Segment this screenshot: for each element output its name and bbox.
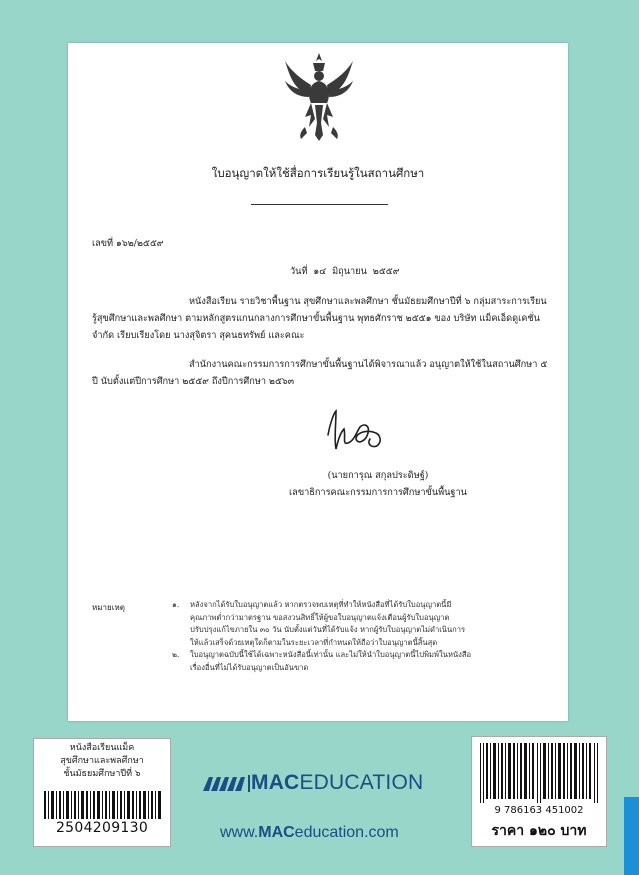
isbn-price-label (471, 736, 607, 847)
publisher-name-bold: MAC (251, 771, 300, 794)
website-prefix: www. (220, 824, 259, 841)
book-label-line: หนังสือเรียนแม็ค (69, 743, 135, 753)
paragraph-1-text: หนังสือเรียน รายวิชาพื้นฐาน สุขศึกษาและพลศึกษา ชั้นมัธยมศึกษาปีที่ ๖ กลุ่มสาระการเรียนรู้สุขศึกษาและพลศึกษา ตามหลักสูตรแกนกลางการศึกษาขั้นพื้นฐาน พุทธศักราช ๒๕๕๑ ของ บริษัท แม็คเอ็ดดูเคชั่น จำกัด เรียบเรียงโดย นางสุจิตรา สุคนธทรัพย์ และคณะ (92, 296, 547, 341)
book-barcode-icon (44, 791, 162, 819)
permit-date: วันที่ ๑๔ มิถุนายน ๒๕๕๙ (290, 266, 400, 277)
price-text: ราคา ๑๒๐ บาท (491, 823, 587, 839)
note-item (172, 649, 472, 674)
note-text: หลังจากได้รับใบอนุญาตแล้ว หากตรวจพบเหตุที่ทำให้หนังสือที่ได้รับใบอนุญาตนี้มีคุณภาพต่ำกว่ามาตรฐาน ขอสงวนสิทธิ์ให้ผู้ขอใบอนุญาตแจ้งเตือนผู้รับใบอนุญาตปรับปรุงแก้ไขภายใน ๓๐ วัน นับตั้งแต่วันที่ได้รับแจ้ง หากผู้รับใบอนุญาตไม่ดำเนินการให้แล้วเสร็จด้วยเหตุใดก็ตามในระยะเวลาที่กำหนดให้ถือว่าใบอนุญาตนี้สิ้นสุด (190, 600, 466, 647)
notes-list (172, 599, 472, 674)
signer-position: เลขาธิการคณะกรรมการการศึกษาขั้นพื้นฐาน (289, 487, 467, 498)
note-text: ใบอนุญาตฉบับนี้ใช้ได้เฉพาะหนังสือนี้เท่านั้น และไม่ให้นำใบอนุญาตนี้ไปพิมพ์ในหนังสือเรื่องอื่นที่ไม่ได้รับอนุญาตเป็นอันขาด (190, 650, 472, 672)
paragraph-2-text: สำนักงานคณะกรรมการการศึกษาขั้นพื้นฐานได้พิจารณาแล้ว อนุญาตให้ใช้ในสถานศึกษา ๕ ปี นับตั้งแต่ปีการศึกษา ๒๕๕๙ ถึงปีการศึกษา ๒๕๖๓ (92, 359, 548, 387)
website-suffix: education.com (294, 824, 399, 841)
permit-paragraph-1 (92, 293, 550, 344)
permit-letter (68, 43, 568, 721)
note-number: ๒. (172, 650, 180, 659)
publisher-name-rest: EDUCATION (299, 771, 424, 794)
publisher-website (220, 824, 399, 842)
permit-number: เลขที่ ๑๖๒/๒๕๕๙ (92, 238, 164, 249)
note-item (172, 599, 472, 649)
publisher-logo (203, 771, 423, 795)
publisher-name (251, 771, 423, 795)
website-bold: MAC (258, 824, 295, 841)
signer-name: (นายการุณ สกุลประดิษฐ์) (327, 470, 429, 481)
mac-logo-icon (203, 773, 251, 793)
isbn-barcode-icon (480, 743, 598, 803)
signer-block (268, 467, 488, 501)
note-number: ๑. (172, 600, 180, 609)
notes-label: หมายเหตุ (92, 603, 125, 612)
accent-tab (624, 797, 639, 875)
garuda-emblem-icon (281, 51, 357, 143)
isbn-number: 9 786163 451002 (494, 805, 584, 816)
signature-image (320, 405, 390, 455)
permit-paragraph-2 (92, 356, 550, 390)
permit-title: ใบอนุญาตให้ใช้สื่อการเรียนรู้ในสถานศึกษา (211, 166, 425, 180)
book-code-label (33, 738, 171, 847)
book-label-line: สุขศึกษาและพลศึกษา (60, 756, 144, 766)
book-label-text (34, 742, 170, 781)
title-divider (251, 204, 388, 205)
book-code: 2504209130 (55, 820, 149, 836)
book-label-line: ชั้นมัธยมศึกษาปีที่ ๖ (63, 769, 141, 779)
